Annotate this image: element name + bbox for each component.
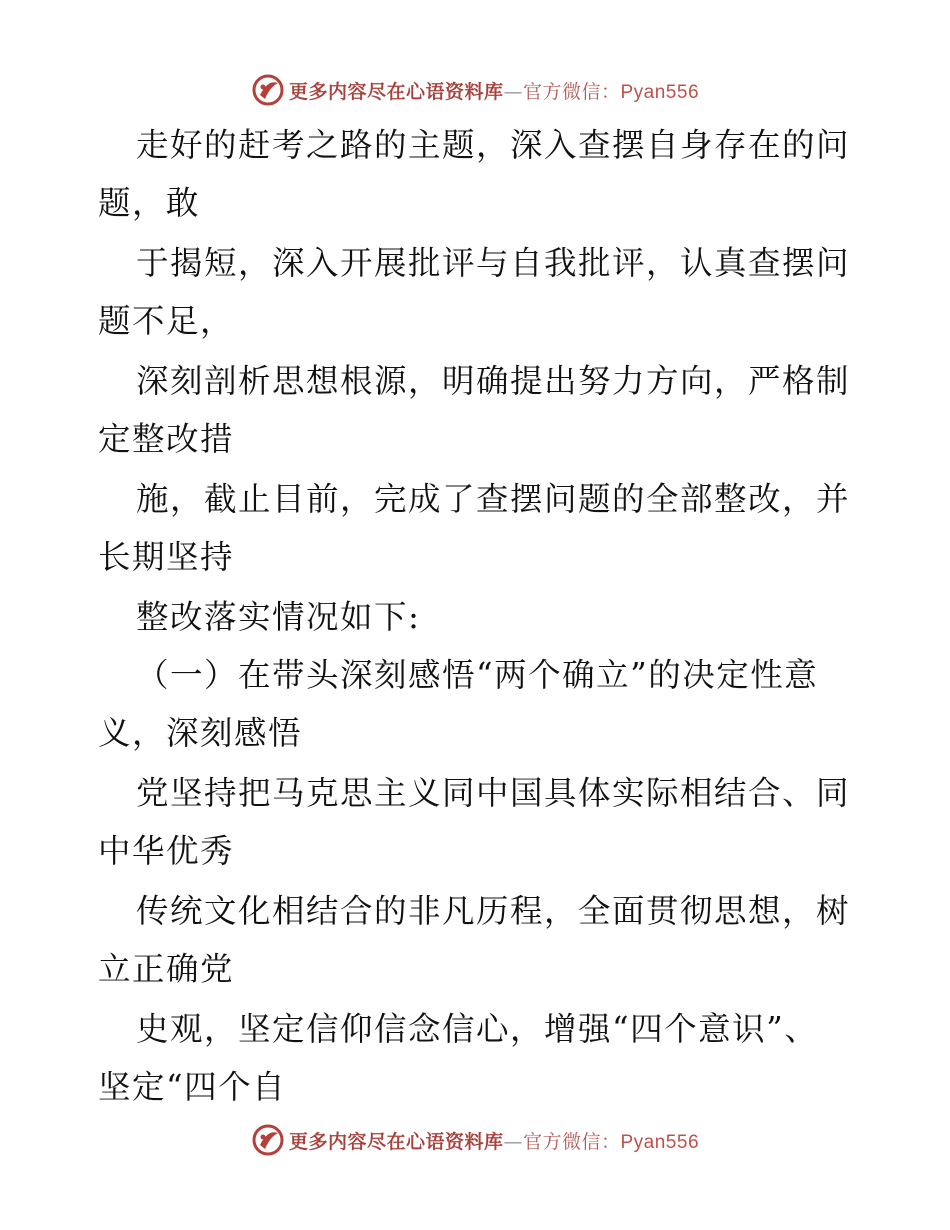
text-line: 整改落实情况如下: bbox=[136, 598, 421, 636]
text-line: 立正确党 bbox=[98, 950, 235, 988]
text-line: 义，深刻感悟 bbox=[98, 714, 303, 752]
text-line: 定整改措 bbox=[98, 420, 235, 458]
watermark-separator: — bbox=[503, 80, 523, 103]
watermark-text bbox=[289, 77, 699, 104]
footer-watermark bbox=[0, 1118, 950, 1162]
watermark-brand: 更多内容尽在心语资料库 bbox=[288, 1130, 504, 1153]
text-line: 长期坚持 bbox=[98, 538, 235, 576]
header-watermark bbox=[0, 68, 950, 112]
text-line: 深刻剖析思想根源，明确提出努力方向，严格制 bbox=[136, 362, 851, 400]
watermark-account: Pyan556 bbox=[620, 81, 700, 103]
text-line: 题不足， bbox=[98, 302, 235, 340]
watermark-account: Pyan556 bbox=[620, 1131, 700, 1153]
text-line: 施，截止目前，完成了查摆问题的全部整改，并 bbox=[136, 480, 851, 518]
watermark-separator: — bbox=[503, 1130, 523, 1153]
logo-icon bbox=[251, 1123, 285, 1157]
text-line: 坚定“四个自 bbox=[98, 1068, 287, 1106]
watermark-label: 官方微信： bbox=[522, 1130, 621, 1153]
watermark-brand: 更多内容尽在心语资料库 bbox=[288, 80, 504, 103]
text-line: 传统文化相结合的非凡历程，全面贯彻思想，树 bbox=[136, 892, 851, 930]
text-line: 题，敢 bbox=[98, 184, 201, 222]
text-line: （一）在带头深刻感悟“两个确立”的决定性意 bbox=[136, 656, 819, 694]
watermark-label: 官方微信： bbox=[522, 80, 621, 103]
text-line: 于揭短，深入开展批评与自我批评，认真查摆问 bbox=[136, 244, 851, 282]
text-line: 中华优秀 bbox=[98, 832, 235, 870]
text-line: 党坚持把马克思主义同中国具体实际相结合、同 bbox=[136, 774, 851, 812]
text-line: 走好的赶考之路的主题，深入查摆自身存在的问 bbox=[136, 126, 851, 164]
watermark-text bbox=[289, 1127, 699, 1154]
text-line: 史观，坚定信仰信念信心，增强“四个意识”、 bbox=[136, 1010, 819, 1048]
logo-icon bbox=[251, 73, 285, 107]
